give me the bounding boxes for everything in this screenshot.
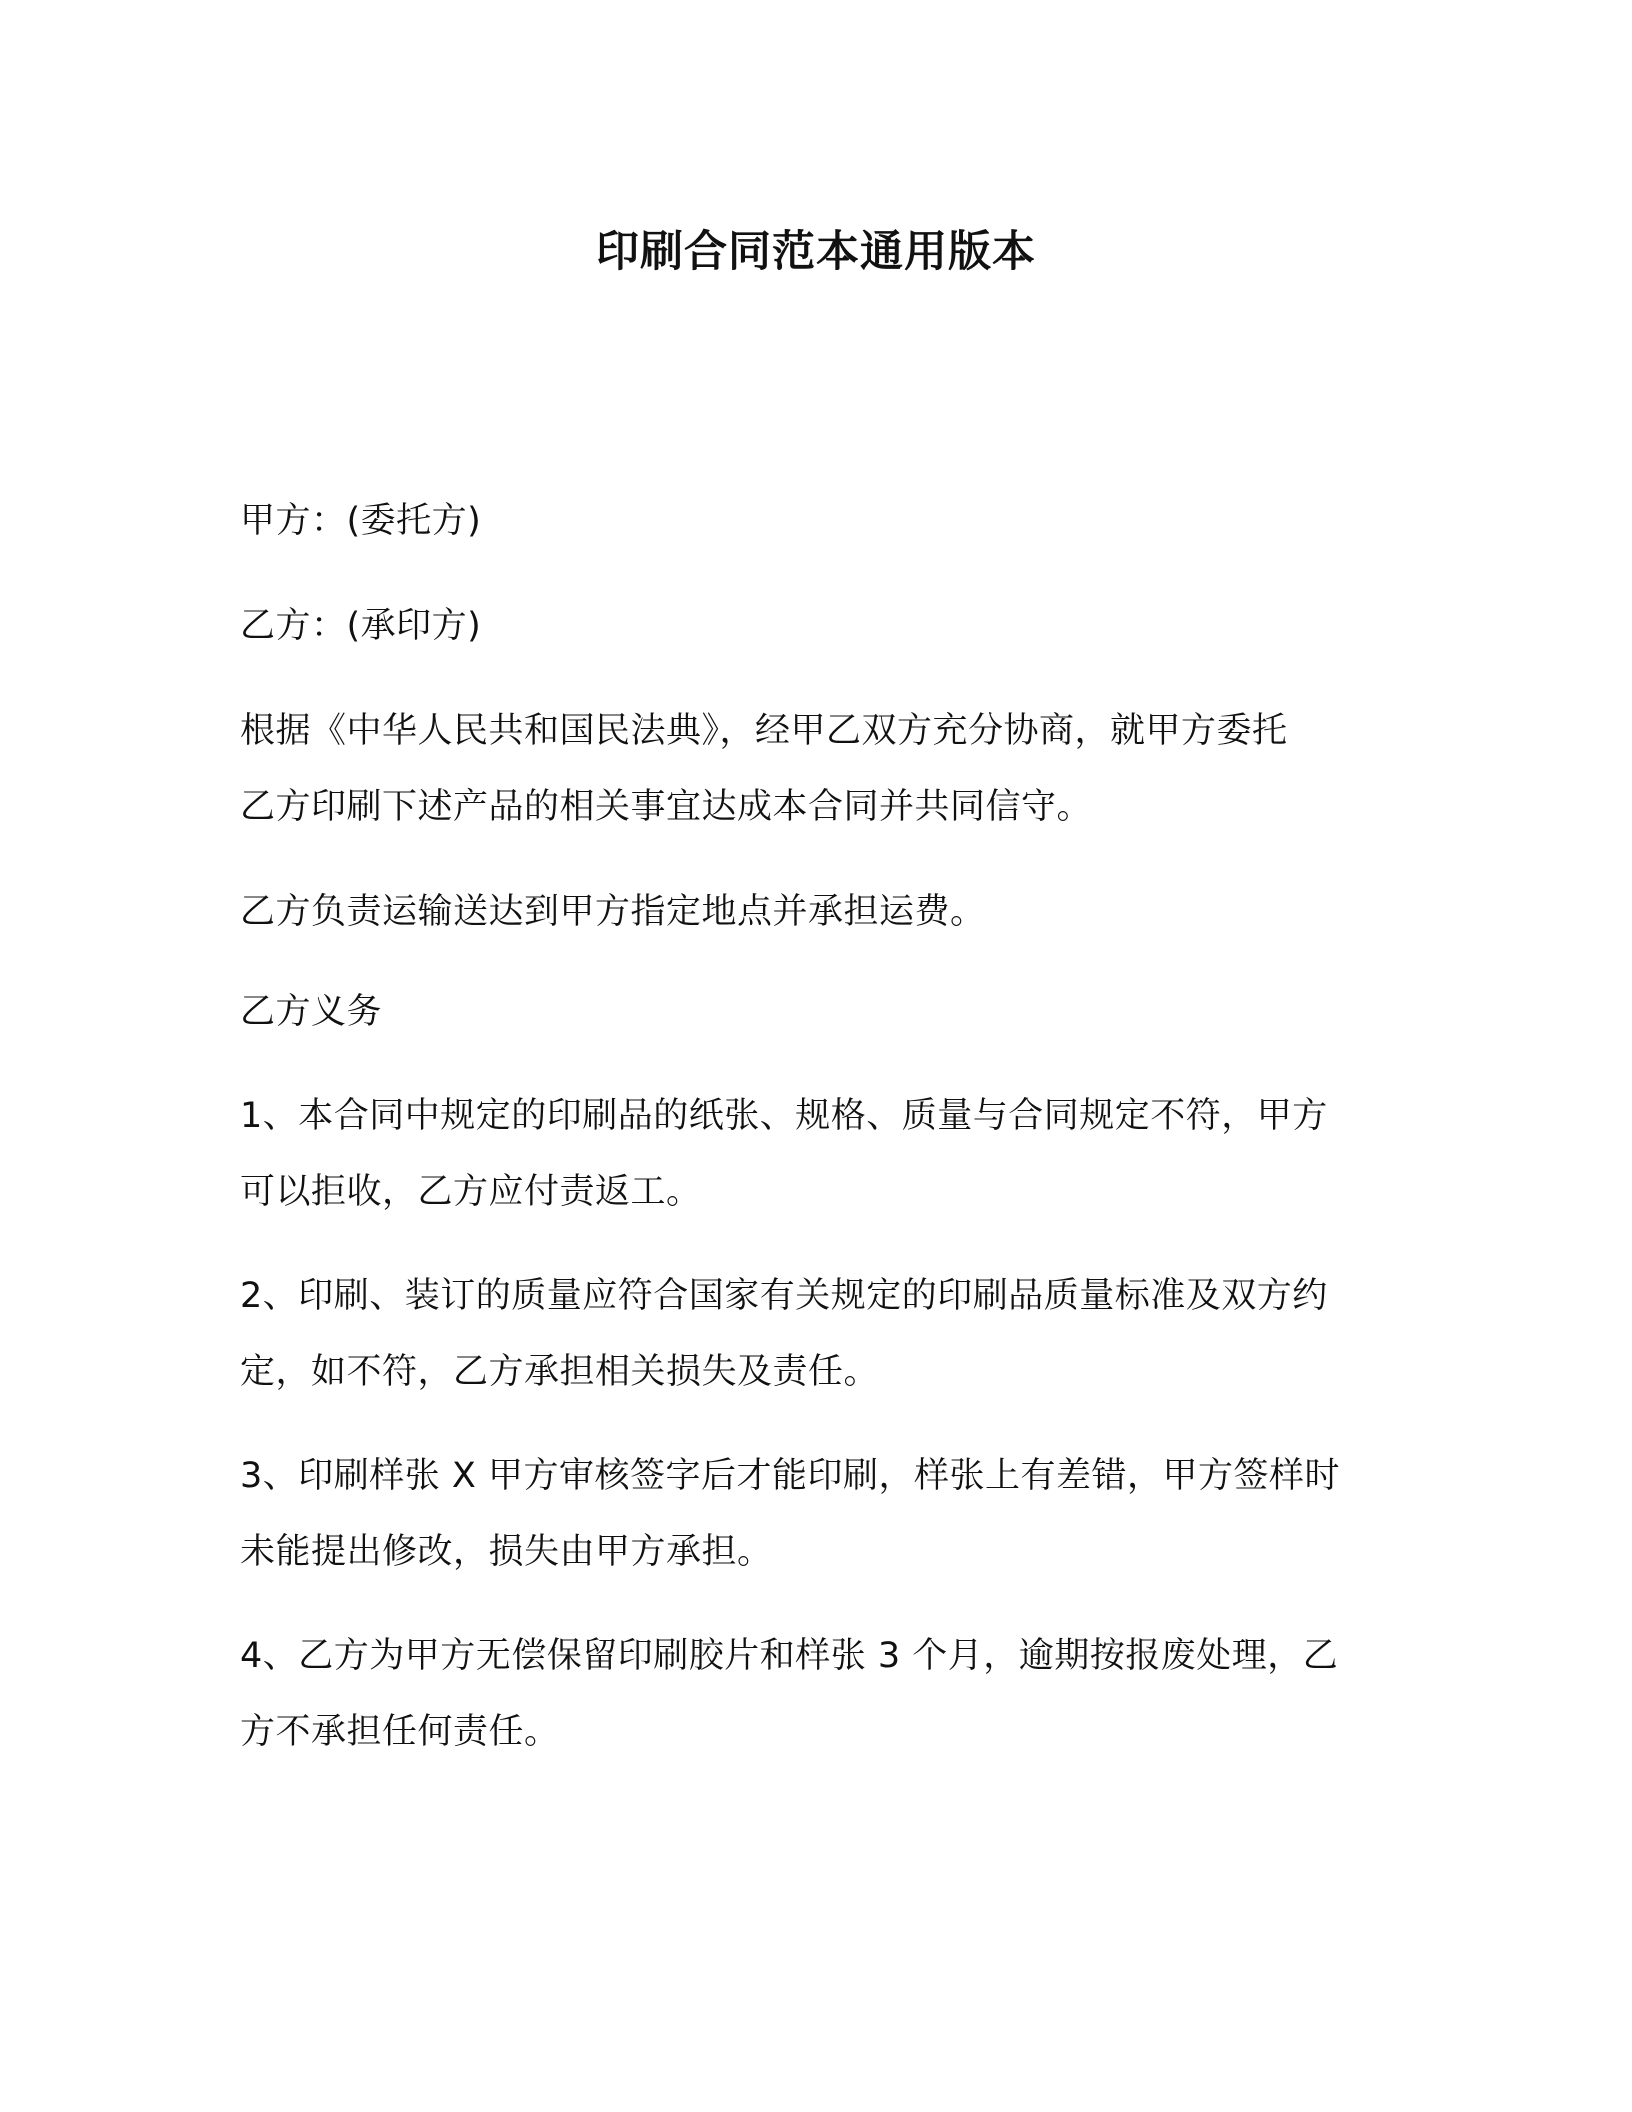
intro-line-2: 乙方印刷下述产品的相关事宜达成本合同并共同信守。 <box>240 787 1093 827</box>
document-title: 印刷合同范本通用版本 <box>596 227 1036 277</box>
intro-line-1: 根据《中华人民共和国民法典》，经甲乙双方充分协商，就甲方委托 <box>240 711 1288 751</box>
clause-2-line-1: 2、印刷、装订的质量应符合国家有关规定的印刷品质量标准及双方约 <box>240 1276 1328 1316</box>
clause-4-line-2: 方不承担任何责任。 <box>240 1712 560 1752</box>
clause-3-line-2: 未能提出修改，损失由甲方承担。 <box>240 1532 773 1572</box>
obligations-heading: 乙方义务 <box>240 992 383 1032</box>
clause-2-line-2: 定，如不符，乙方承担相关损失及责任。 <box>240 1352 880 1392</box>
clause-3-line-1: 3、印刷样张 X 甲方审核签字后才能印刷，样张上有差错，甲方签样时 <box>240 1456 1340 1496</box>
party-a-line: 甲方：(委托方) <box>240 501 482 541</box>
transport-line: 乙方负责运输送达到甲方指定地点并承担运费。 <box>240 892 986 932</box>
clause-1-line-2: 可以拒收，乙方应付责返工。 <box>240 1172 702 1212</box>
clause-1-line-1: 1、本合同中规定的印刷品的纸张、规格、质量与合同规定不符，甲方 <box>240 1096 1328 1136</box>
party-b-line: 乙方：(承印方) <box>240 606 482 646</box>
clause-4-line-1: 4、乙方为甲方无偿保留印刷胶片和样张 3 个月，逾期按报废处理，乙 <box>240 1636 1339 1676</box>
